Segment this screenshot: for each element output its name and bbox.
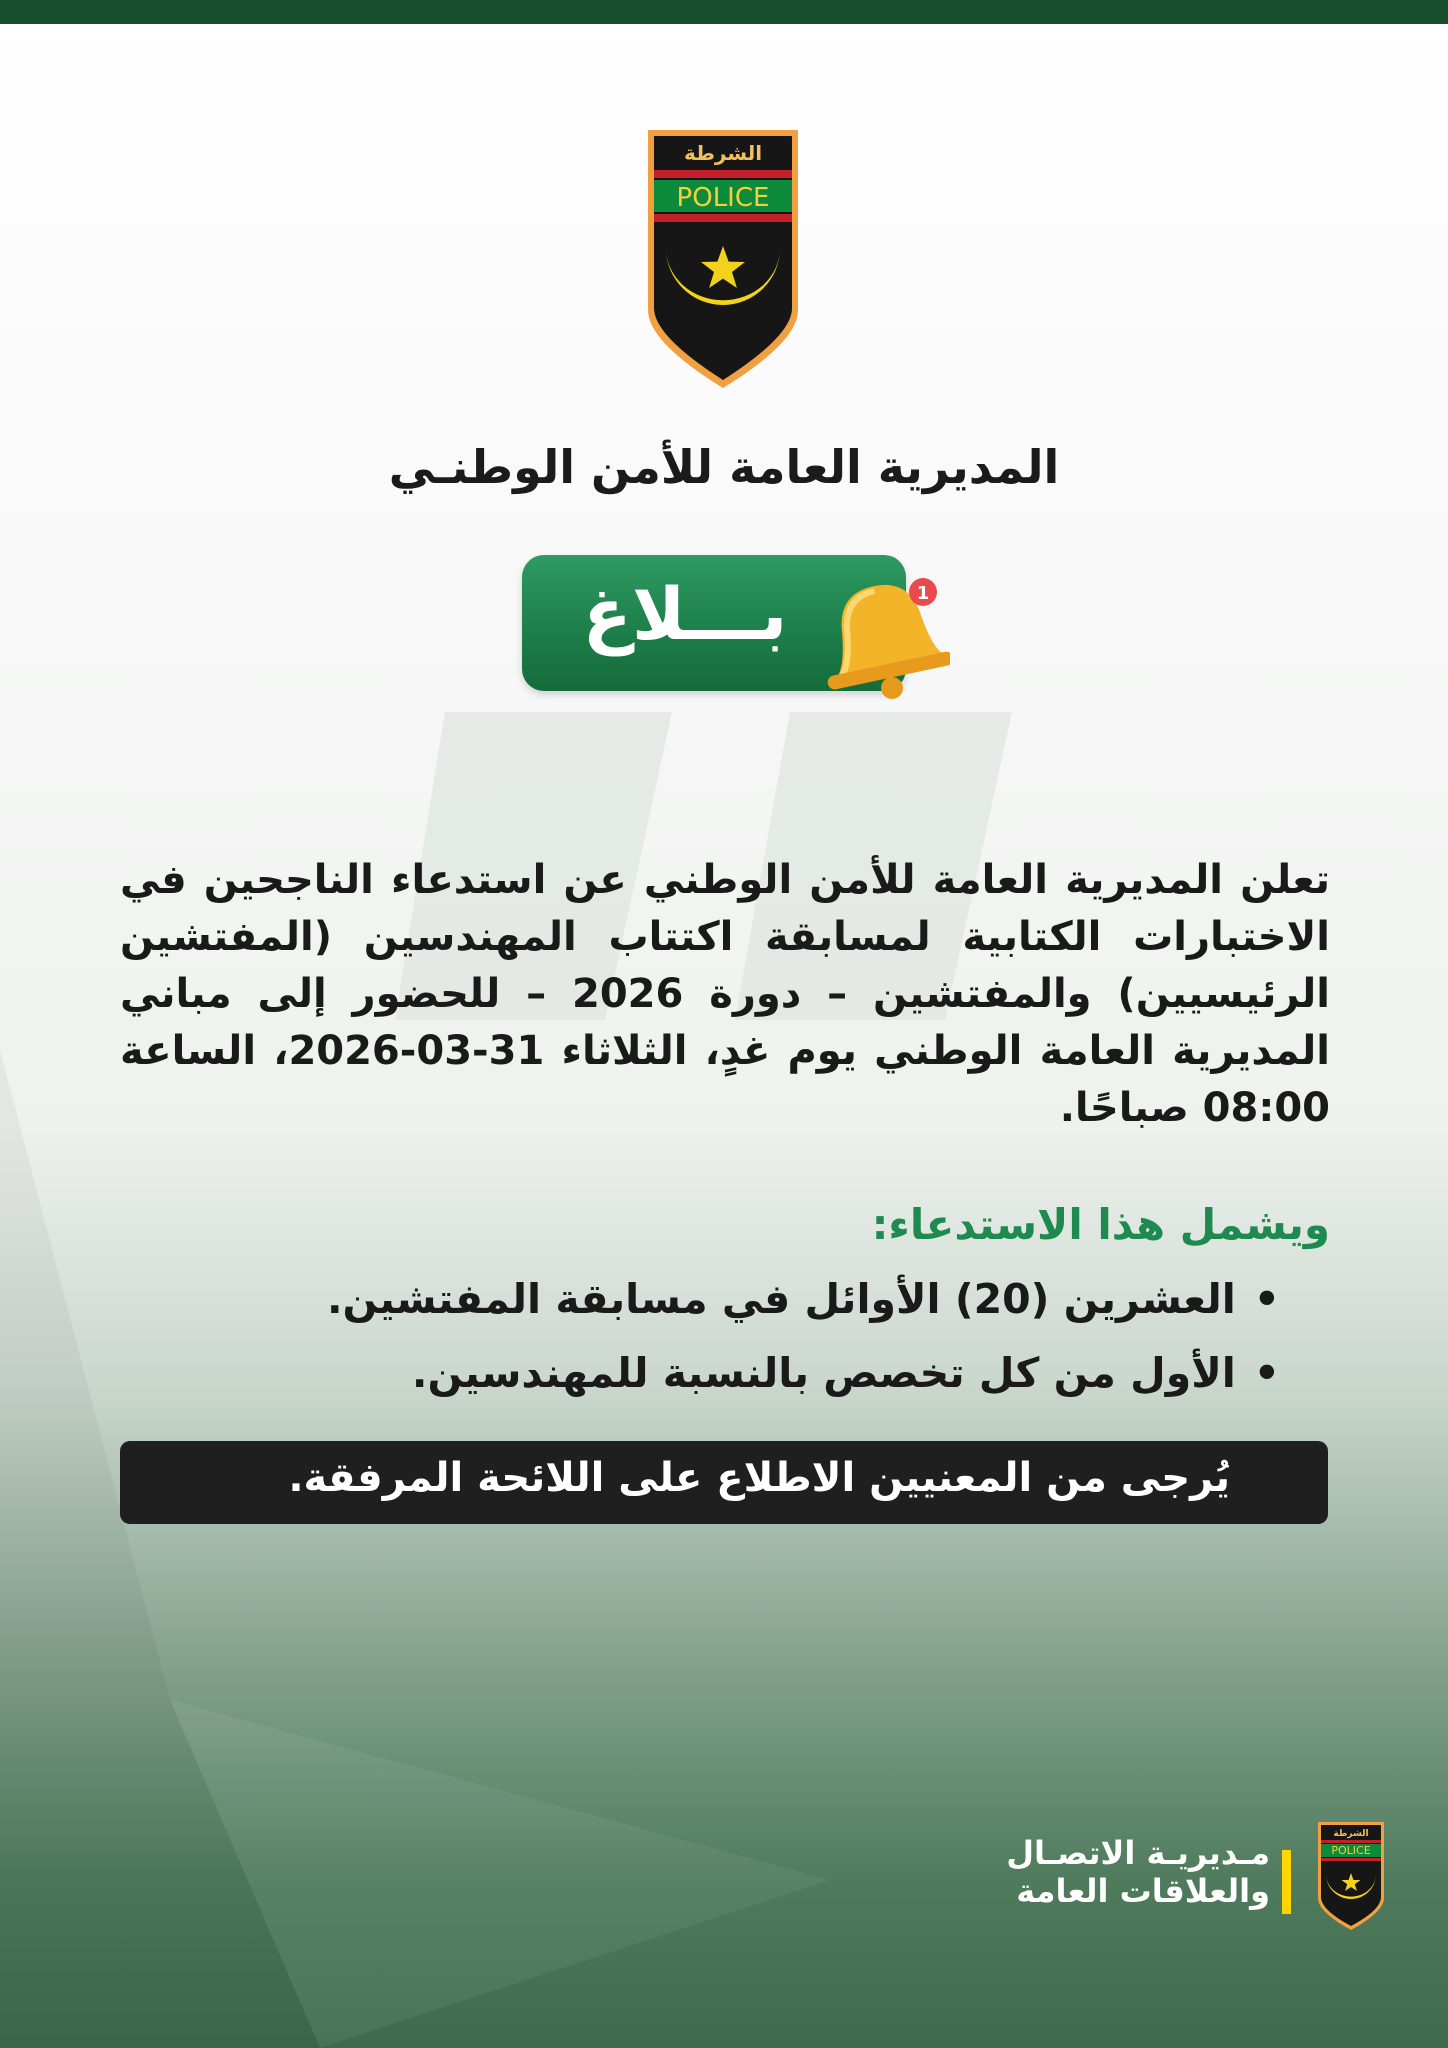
page-title: المديرية العامة للأمن الوطنـي: [388, 440, 1060, 494]
summons-list: [120, 1262, 1280, 1410]
list-item-text: الأول من كل تخصص بالنسبة للمهندسين.: [411, 1349, 1236, 1397]
crest-latin-label: POLICE: [676, 183, 770, 213]
list-item: [120, 1336, 1280, 1410]
crest-arabic-label: الشرطة: [683, 141, 763, 165]
bullet-icon: •: [1253, 1275, 1280, 1323]
footer-crest-arabic-label: الشرطة: [1333, 1829, 1369, 1839]
bullet-icon: •: [1253, 1349, 1280, 1397]
footer-crest-icon: [1314, 1818, 1388, 1934]
announcement-body: تعلن المديرية العامة للأمن الوطني عن استدعاء الناجحين في الاختبارات الكتابية لمسابقة اكتتاب المهندسين (المفتشين الرئيسيين) والمفتشين – دورة 2026 – للحضور إلى مباني المديرية العامة الوطني يوم غدٍ، الثلاثاء 31-03-2026، الساعة 08:00 صباحًا.: [120, 857, 1331, 1131]
notice-text: يُرجى من المعنيين الاطلاع على اللائحة المرفقة.: [288, 1455, 1230, 1501]
notification-count-icon: 1: [916, 583, 930, 604]
bell-icon: [800, 560, 950, 700]
police-crest-icon: [640, 122, 806, 394]
footer-separator: [1282, 1850, 1291, 1914]
footer-crest-latin-label: POLICE: [1331, 1844, 1371, 1857]
footer-department-line2: والعلاقات العامة: [1016, 1872, 1270, 1910]
list-item-text: العشرين (20) الأوائل في مسابقة المفتشين.: [326, 1275, 1236, 1323]
footer-department-line1: مـديريـة الاتصـال: [1006, 1834, 1270, 1872]
list-item: [120, 1262, 1280, 1336]
list-heading: ويشمل هذا الاستدعاء:: [871, 1200, 1330, 1249]
badge-label: بـــلاغ: [582, 572, 788, 656]
